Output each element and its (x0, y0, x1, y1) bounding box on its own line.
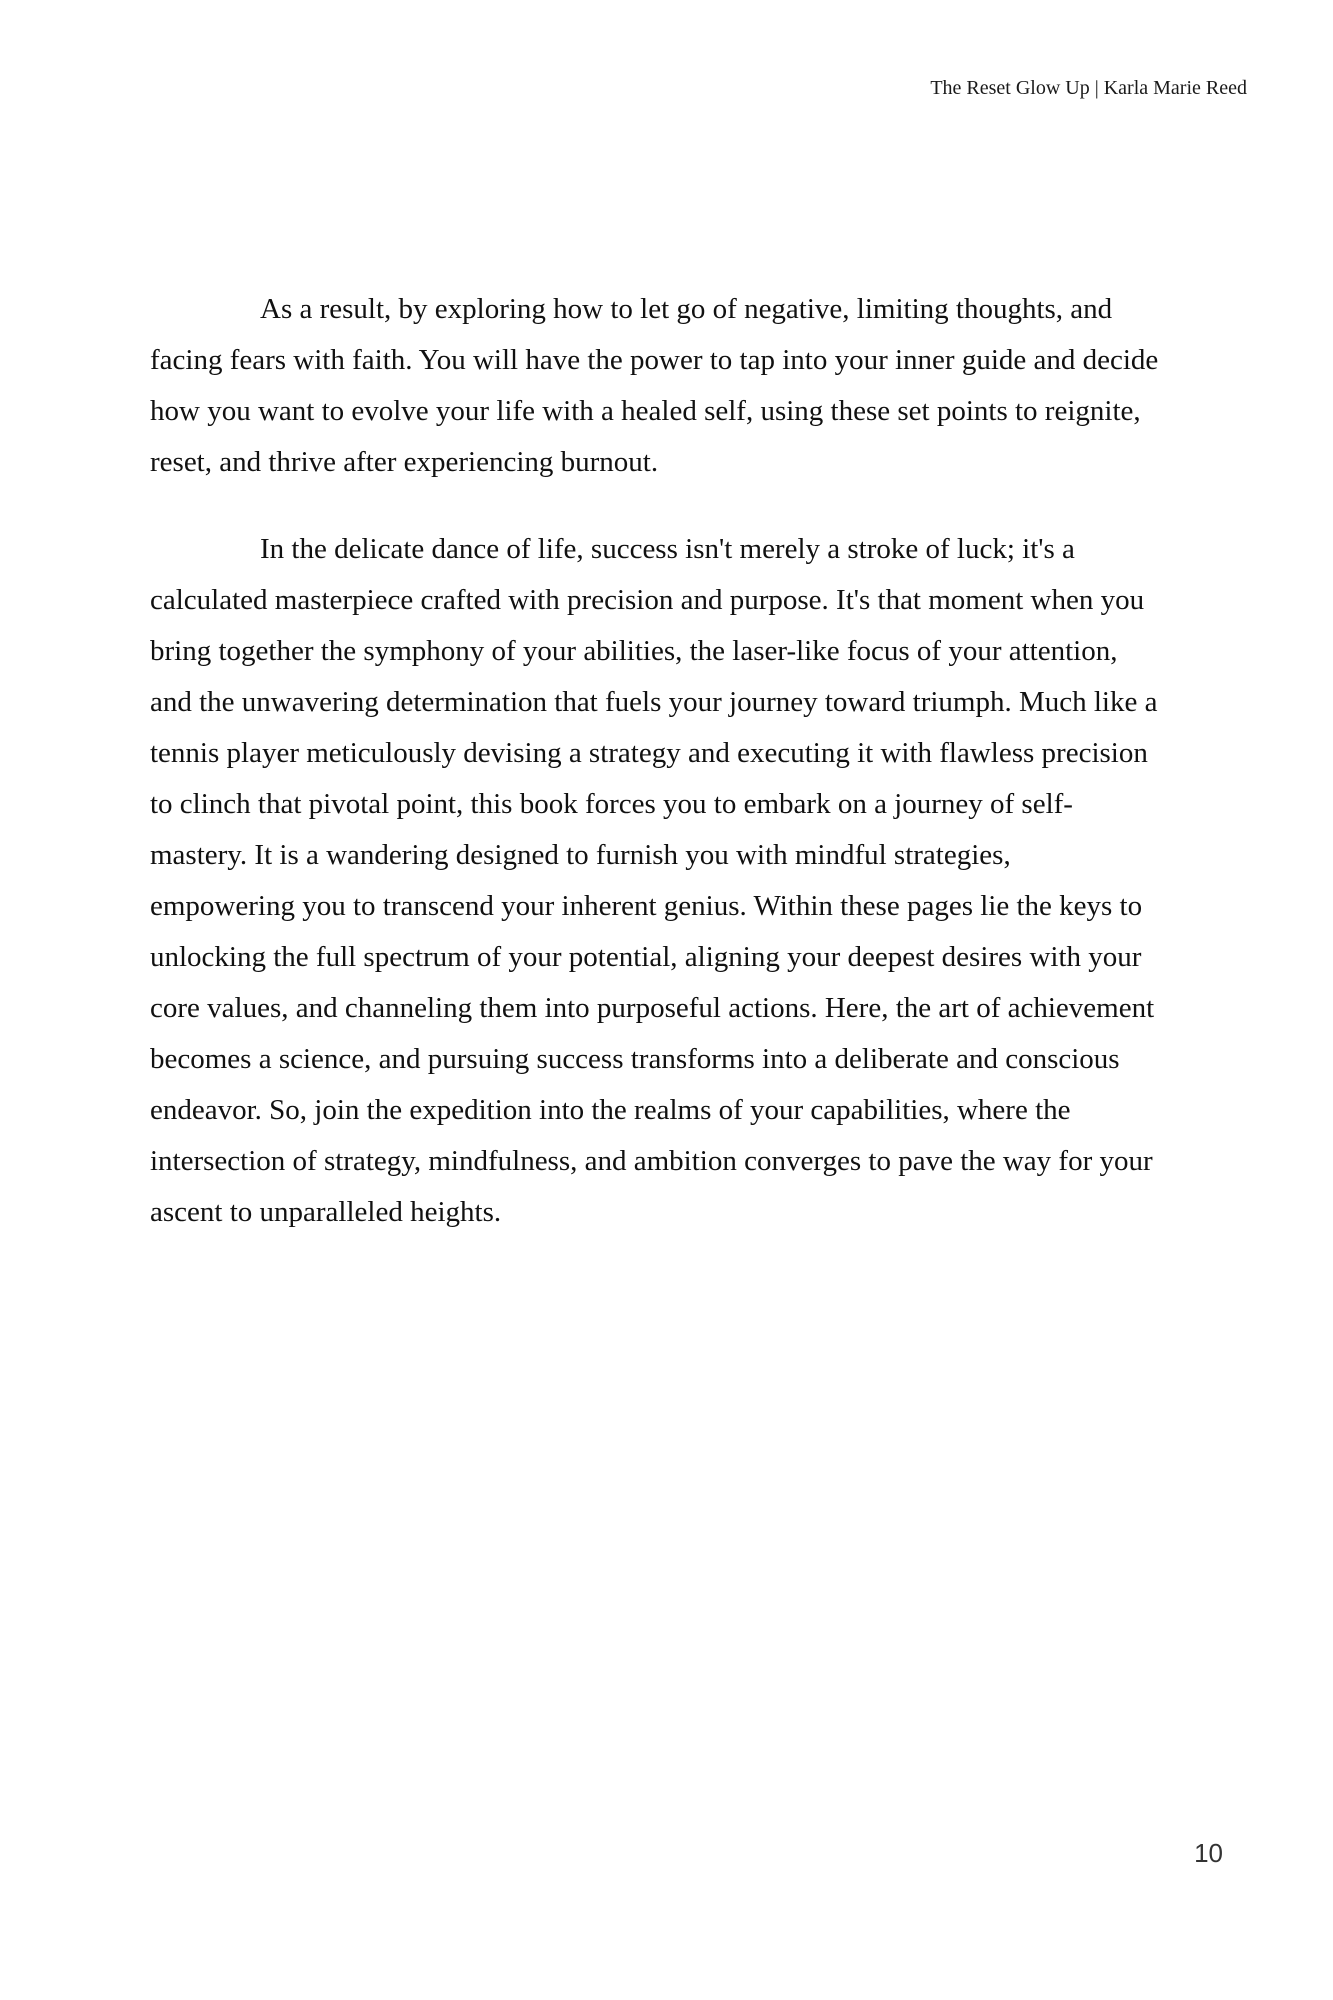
body-text (150, 284, 1162, 1274)
page-number: 10 (1194, 1838, 1223, 1868)
paragraph-2: In the delicate dance of life, success isn't merely a stroke of luck; it's a calculated masterpiece crafted with precision and purpose. It's that moment when you bring together the symphony of your abilities, the laser-like focus of your attention, and the unwavering determination that fuels your journey toward triumph. Much like a tennis player meticulously devising a strategy and executing it with flawless precision to clinch that pivotal point, this book forces you to embark on a journey of self-mastery. It is a wandering designed to furnish you with mindful strategies, empowering you to transcend your inherent genius. Within these pages lie the keys to unlocking the full spectrum of your potential, aligning your deepest desires with your core values, and channeling them into purposeful actions. Here, the art of achievement becomes a science, and pursuing success transforms into a deliberate and conscious endeavor. So, join the expedition into the realms of your capabilities, where the intersection of strategy, mindfulness, and ambition converges to pave the way for your ascent to unparalleled heights. (150, 533, 1158, 1228)
running-header: The Reset Glow Up | Karla Marie Reed (930, 77, 1247, 99)
paragraph-1: As a result, by exploring how to let go of negative, limiting thoughts, and facing fears with faith. You will have the power to tap into your inner guide and decide how you want to evolve your life with a healed self, using these set points to reignite, reset, and thrive after experiencing burnout. (150, 293, 1159, 478)
